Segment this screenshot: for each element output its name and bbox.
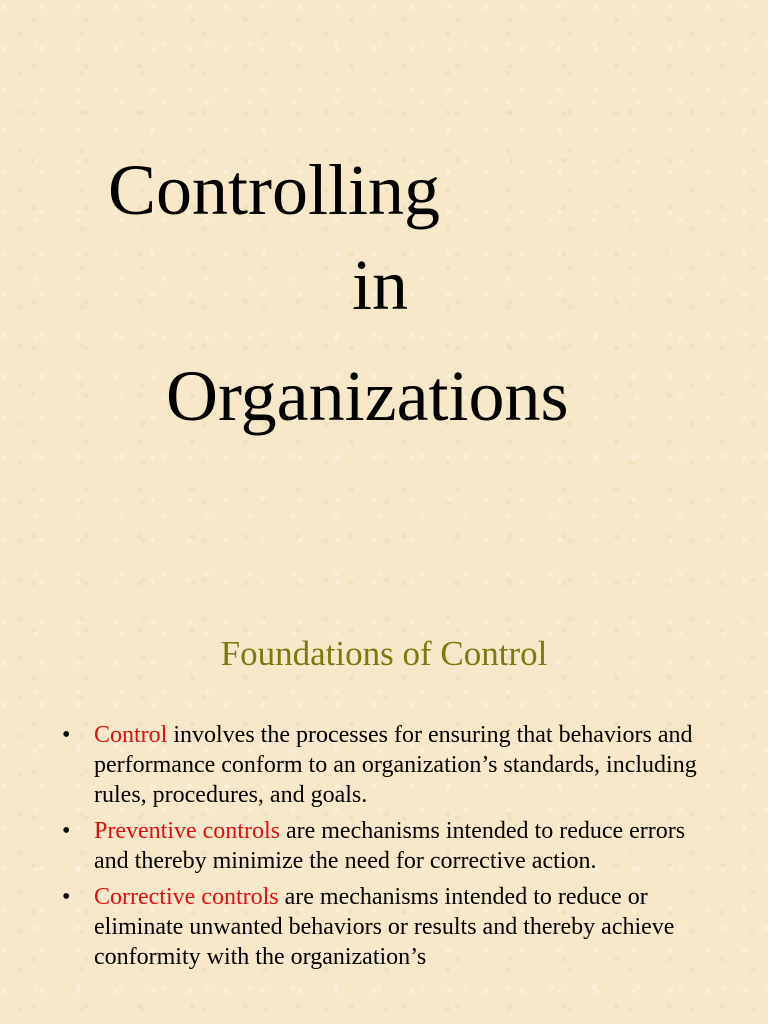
slide-heading: Foundations of Control	[220, 634, 548, 673]
title-line-1: Controlling	[108, 150, 441, 230]
bullet-term: Control	[94, 722, 168, 748]
bullet-dot-icon: •	[62, 818, 71, 844]
bullet-dot-icon: •	[62, 722, 71, 748]
title-line-3: Organizations	[166, 356, 569, 436]
bullet-dot-icon: •	[62, 884, 71, 910]
bullet-text: involves the processes for ensuring that behaviors and performance conform to an organization’s standards, including rules, procedures, and goals.	[94, 722, 697, 808]
bullet-term: Corrective controls	[94, 884, 279, 910]
title-line-2: in	[352, 245, 409, 325]
bullet-item	[62, 720, 712, 810]
bullet-item	[62, 882, 712, 972]
bullet-item	[62, 816, 712, 876]
bullet-list	[62, 720, 712, 978]
bullet-text: are mechanisms intended to reduce errors and thereby minimize the need for corrective action.	[94, 818, 686, 874]
bullet-text: are mechanisms intended to reduce or eliminate unwanted behaviors or results and thereby achieve conformity with the organization’s	[94, 884, 675, 970]
content-slide	[0, 512, 768, 1024]
bullet-term: Preventive controls	[94, 818, 280, 844]
